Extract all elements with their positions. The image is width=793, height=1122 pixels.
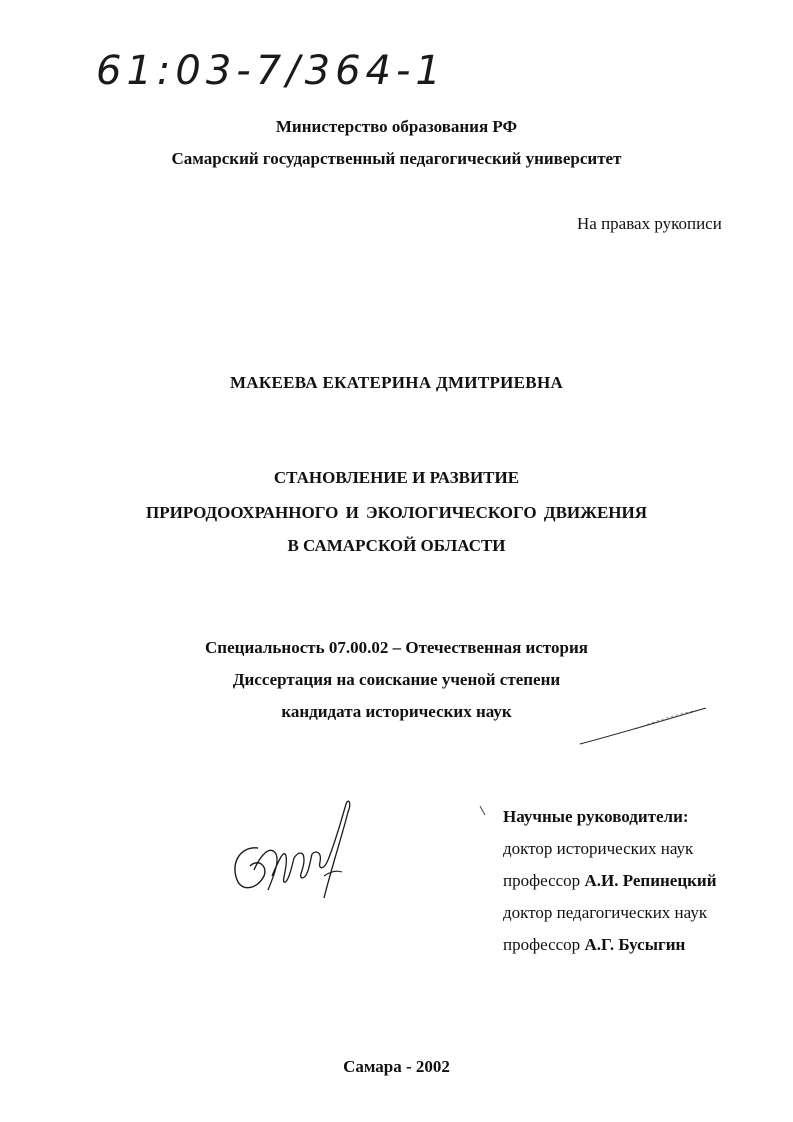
pen-stroke-mark (578, 700, 708, 750)
supervisors-heading: Научные руководители: (503, 807, 689, 826)
catalog-number-text: 61:03-7/364-1 (96, 48, 446, 94)
degree: кандидата исторических наук (281, 702, 512, 721)
supervisor-1-title: профессор (503, 871, 585, 890)
ministry-name: Министерство образования РФ (275, 117, 518, 136)
university-name: Самарский государственный педагогический университет (171, 149, 622, 168)
manuscript-note: На правах рукописи (577, 214, 722, 233)
title-line-2: ПРИРОДООХРАННОГО И ЭКОЛОГИЧЕСКОГО ДВИЖЕНИЯ (145, 503, 648, 522)
handwritten-catalog-number (92, 38, 472, 100)
supervisor-2-degree: доктор педагогических наук (503, 903, 708, 922)
author-signature (224, 796, 364, 906)
title-line-1: СТАНОВЛЕНИЕ И РАЗВИТИЕ (273, 468, 520, 487)
supervisor-2-name: А.Г. Бусыгин (584, 935, 686, 954)
title-line-3: В САМАРСКОЙ ОБЛАСТИ (287, 536, 506, 555)
specialty: Специальность 07.00.02 – Отечественная история (205, 638, 588, 657)
city-year: Самара - 2002 (343, 1057, 450, 1076)
supervisors-block (503, 801, 717, 961)
supervisor-2 (503, 929, 717, 961)
supervisor-1 (503, 865, 717, 897)
supervisor-1-name: А.И. Репинецкий (584, 871, 717, 890)
dissertation-type: Диссертация на соискание ученой степени (232, 670, 561, 689)
supervisor-1-degree: доктор исторических наук (503, 839, 694, 858)
author-name: МАКЕЕВА ЕКАТЕРИНА ДМИТРИЕВНА (229, 373, 564, 392)
tick-mark (478, 804, 488, 818)
supervisor-2-title: профессор (503, 935, 585, 954)
